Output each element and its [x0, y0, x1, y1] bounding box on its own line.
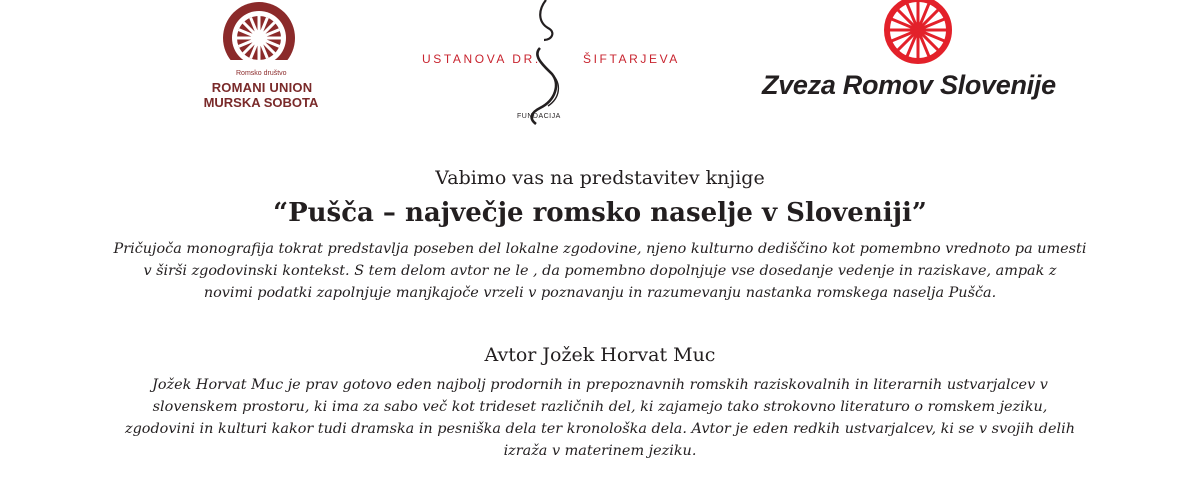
foundation-name-right: ŠIFTARJEVA: [583, 52, 680, 66]
foundation-label: FUNDACIJA: [517, 113, 561, 120]
zveza-romov-name: Zveza Romov Slovenije: [762, 70, 1056, 100]
bio-line: Jožek Horvat Muc je prav gotovo eden najbolj prodornih in prepoznavnih romskih raziskovalnih in literarnih ustvarjalcev v: [152, 377, 1048, 393]
romani-union-name: ROMANI UNION: [211, 80, 313, 95]
romani-union-city: MURSKA SOBOTA: [203, 95, 319, 110]
bio-line: izraža v materinem jeziku.: [503, 443, 697, 459]
invitation-line: Vabimo vas na predstavitev knjige: [435, 167, 765, 189]
author-bio: [60, 374, 1140, 462]
author-heading: Avtor Jožek Horvat Muc: [484, 344, 716, 366]
romani-union-small-text: Romsko društvo: [236, 70, 287, 77]
foundation-name-left: USTANOVA DR.: [422, 52, 541, 66]
book-title: “Pušča – največje romsko naselje v Sloveniji”: [273, 198, 927, 228]
description-line: novimi podatki zapolnjuje manjkajoče vrzeli v poznavanju in razumevanju nastanka romskega naselja Pušča.: [203, 285, 997, 301]
bio-line: zgodovini in kulturi kakor tudi dramska in pesniška dela ter kronološka dela. Avtor je eden redkih ustvarjalcev, ki se v svojih delih: [125, 421, 1075, 437]
book-description: [60, 238, 1140, 304]
bio-line: slovenskem prostoru, ki ima za sabo več kot trideset različnih del, ki zajamejo tako strokovno literaturo o romskem jeziku,: [152, 399, 1048, 415]
zveza-romov-logo: [870, 0, 970, 70]
description-line: Pričujoča monografija tokrat predstavlja poseben del lokalne zgodovine, njeno kulturno dediščino kot pomembno vrednoto pa umesti: [113, 241, 1087, 257]
description-line: v širši zgodovinski kontekst. S tem delom avtor ne le , da pomembno dopolnjuje vse dosedanje vedenje in raziskave, ampak z: [143, 263, 1057, 279]
roma-wheel-icon: [870, 0, 970, 70]
